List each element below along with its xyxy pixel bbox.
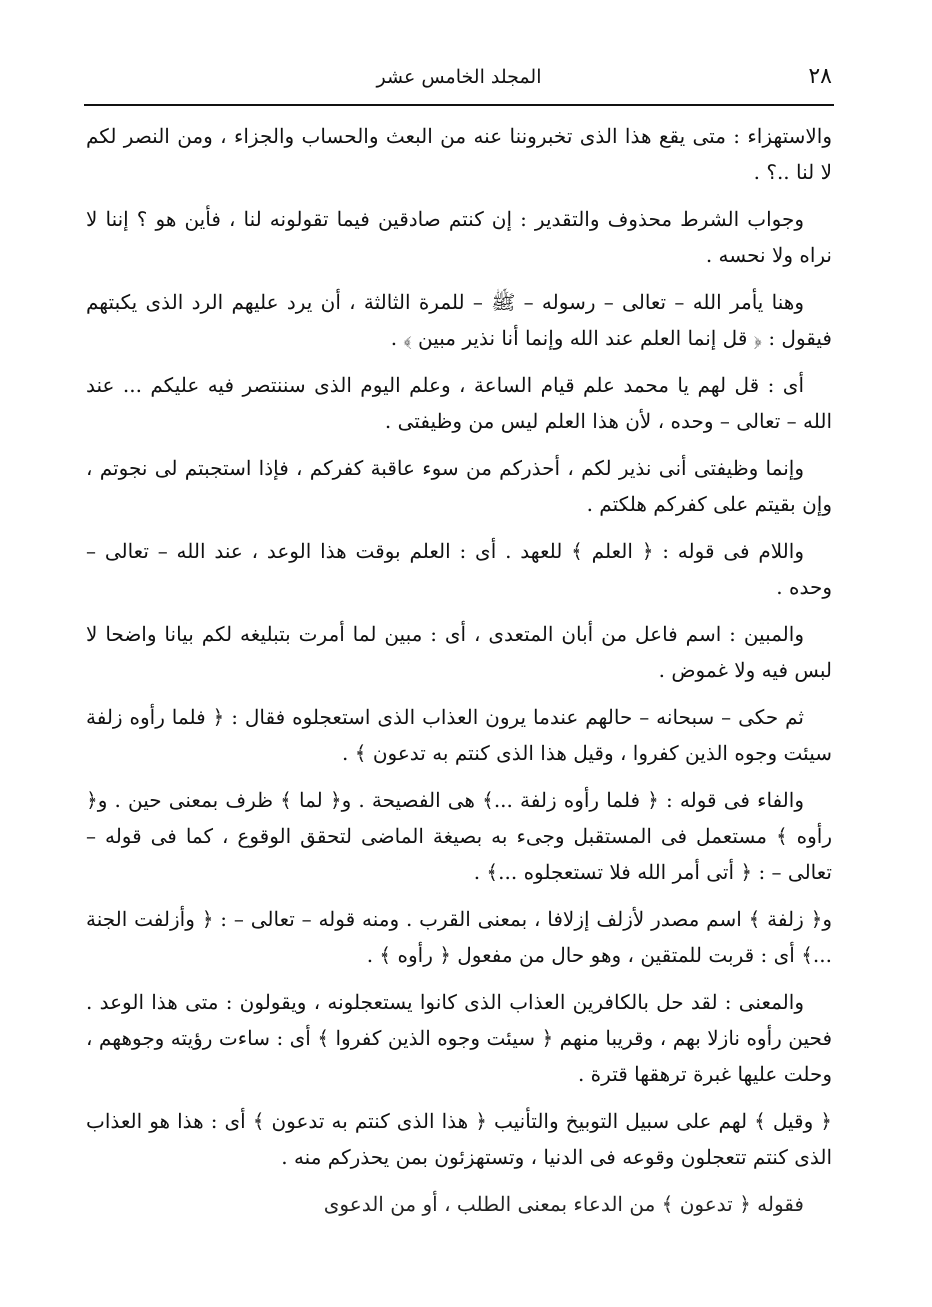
paragraph-2: وجواب الشرط محذوف والتقدير : إن كنتم صادقين فيما تقولونه لنا ، فأين هو ؟ إننا لا نراه ولا نحسه . — [86, 207, 832, 267]
paragraph-4: أى : قل لهم يا محمد علم قيام الساعة ، وعلم اليوم الذى سننتصر فيه عليكم ... عند الله – تعالى – وحده ، لأن هذا العلم ليس من وظيفتى . — [86, 373, 832, 433]
paragraph-12: ﴿ وقيل ﴾ لهم على سبيل التوبيخ والتأنيب ﴿ هذا الذى كنتم به تدعون ﴾ أى : هذا هو العذاب الذى كنتم تتعجلون وقوعه فى الدنيا ، وتستهزئون بمن يحذركم منه . — [86, 1109, 832, 1169]
paragraph-7: والمبين : اسم فاعل من أبان المتعدى ، أى : مبين لما أمرت بتبليغه لكم بيانا واضحا لا لبس فيه ولا غموض . — [86, 622, 832, 682]
paragraph-5: وإنما وظيفتى أنى نذير لكم ، أحذركم من سوء عاقبة كفركم ، فإذا استجبتم لى نجوتم ، وإن بقيتم على كفركم هلكتم . — [86, 456, 832, 516]
running-title: المجلد الخامس عشر — [376, 66, 542, 88]
paragraph-1: والاستهزاء : متى يقع هذا الذى تخبروننا عنه من البعث والحساب والجزاء ، ومن النصر لكم لا لنا ..؟ . — [86, 124, 832, 184]
paragraph-6: واللام فى قوله : ﴿ العلم ﴾ للعهد . أى : العلم بوقت هذا الوعد ، عند الله – تعالى – وحده . — [86, 539, 832, 599]
body-text — [86, 118, 832, 1233]
paragraph-9: والفاء فى قوله : ﴿ فلما رأوه زلفة ...﴾ هى الفصيحة . و﴿ لما ﴾ ظرف بمعنى حين . و﴿ رأوه ﴾ مستعمل فى المستقبل وجىء به بصيغة الماضى لتحقق الوقوع ، كما فى قوله – تعالى – : ﴿ أتى أمر الله فلا تستعجلوه ...﴾ . — [86, 788, 833, 884]
paragraph-3: وهنا يأمر الله – تعالى – رسوله – ﷺ – للمرة الثالثة ، أن يرد عليهم الرد الذى يكبتهم فيقول : ﴿ قل إنما العلم عند الله وإنما أنا نذير مبين ﴾ . — [86, 290, 832, 350]
page-header — [84, 62, 834, 98]
paragraph-13: فقوله ﴿ تدعون ﴾ من الدعاء بمعنى الطلب ، أو من الدعوى — [323, 1192, 804, 1216]
page-number: ٢٨ — [808, 64, 832, 89]
header-divider — [84, 104, 834, 106]
paragraph-11: والمعنى : لقد حل بالكافرين العذاب الذى كانوا يستعجلونه ، ويقولون : متى هذا الوعد . فحين رأوه نازلا بهم ، وقريبا منهم ﴿ سيئت وجوه الذين كفروا ﴾ أى : ساءت رؤيته وجوههم ، وحلت عليها غبرة ترهقها قترة . — [86, 990, 832, 1086]
paragraph-8: ثم حكى – سبحانه – حالهم عندما يرون العذاب الذى استعجلوه فقال : ﴿ فلما رأوه زلفة سيئت وجوه الذين كفروا ، وقيل هذا الذى كنتم به تدعون ﴾ . — [86, 705, 832, 765]
paragraph-10: و﴿ زلفة ﴾ اسم مصدر لأزلف إزلافا ، بمعنى القرب . ومنه قوله – تعالى – : ﴿ وأزلفت الجنة ...﴾ أى : قربت للمتقين ، وهو حال من مفعول ﴿ رأوه ﴾ . — [86, 907, 832, 967]
